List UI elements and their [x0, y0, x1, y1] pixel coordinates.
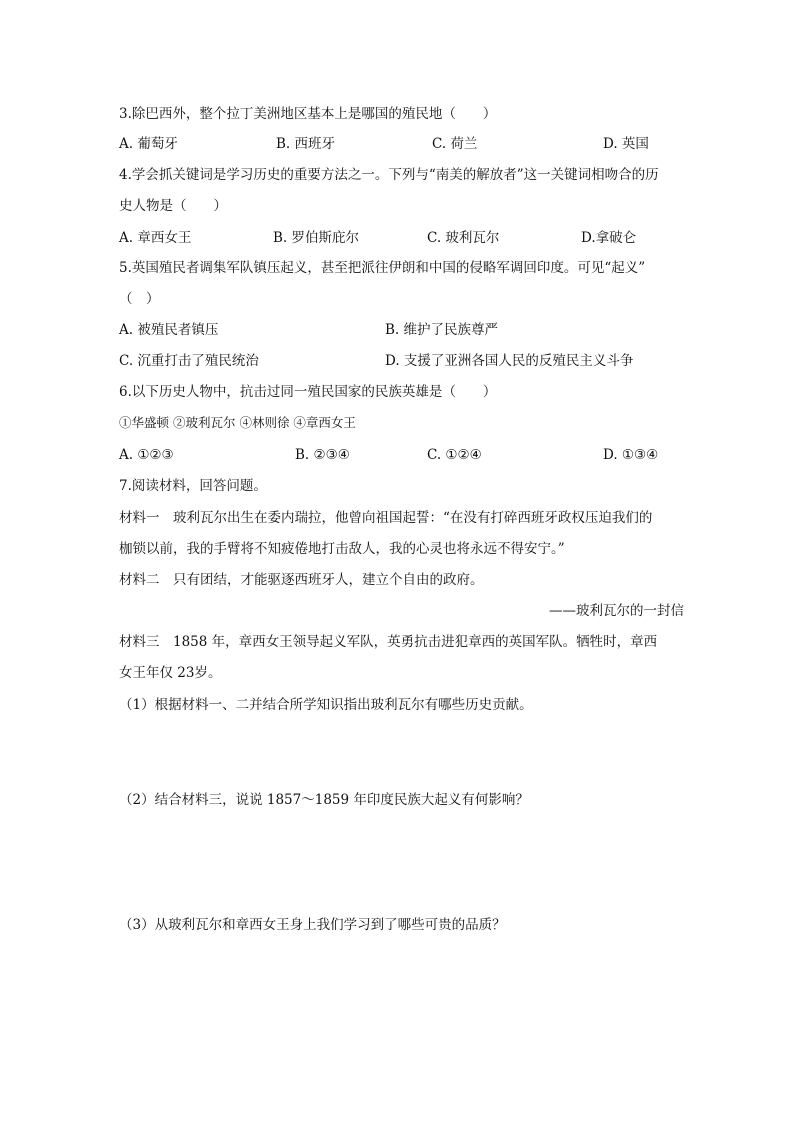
question-7-stem: 7.阅读材料，回答问题。	[119, 478, 267, 494]
sub-question-2: （2）结合材料三，说说 1857～1859 年印度民族大起义有何影响？	[119, 792, 529, 808]
material-1-line1: 材料一 玻利瓦尔出生在委内瑞拉，他曾向祖国起誓：“在没有打碎西班牙政权压迫我们的	[119, 510, 653, 526]
material-3-line2: 女王年仅 23岁。	[119, 665, 222, 681]
question-6-stem: 6.以下历史人物中，抗击过同一殖民国家的民族英雄是（ ）	[119, 384, 497, 400]
material-2-source: ——玻利瓦尔的一封信	[549, 603, 684, 619]
material-3-line1: 材料三 1858 年，章西女王领导起义军队，英勇抗击进犯章西的英国军队。牺牲时，章西	[119, 634, 658, 650]
q3-option-a: A. 葡萄牙	[119, 136, 178, 152]
sub-question-3: （3）从玻利瓦尔和章西女王身上我们学习到了哪些可贵的品质？	[119, 917, 506, 933]
question-6-items: ①华盛顿 ②玻利瓦尔 ④林则徐 ④章西女王	[119, 415, 356, 430]
material-2: 材料二 只有团结，才能驱逐西班牙人，建立个自由的政府。	[119, 572, 484, 588]
q6-option-c: C. ①②④	[427, 447, 482, 463]
q4-option-a: A. 章西女王	[119, 230, 192, 246]
q6-option-b: B. ②③④	[295, 447, 350, 463]
q5-option-b: B. 维护了民族尊严	[385, 322, 499, 338]
material-1-line2: 枷锁以前，我的手臂将不知疲倦地打击敌人，我的心灵也将永远不得安宁。”	[119, 541, 565, 557]
q6-option-d: D. ①③④	[603, 447, 659, 463]
q3-option-b: B. 西班牙	[276, 136, 336, 152]
question-5-stem-line1: 5.英国殖民者调集军队镇压起义，甚至把派往伊朗和中国的侵略军调回印度。可见“起义”	[119, 260, 646, 276]
q3-option-c: C. 荷兰	[432, 136, 478, 152]
q4-option-b: B. 罗伯斯庇尔	[273, 230, 360, 246]
q4-option-d: D.拿破仑	[581, 230, 637, 246]
question-5-stem-line2: （ ）	[119, 291, 160, 307]
q4-option-c: C. 玻利瓦尔	[427, 230, 500, 246]
q3-option-d: D. 英国	[603, 136, 649, 152]
q5-option-d: D. 支援了亚洲各国人民的反殖民主义斗争	[385, 353, 634, 369]
q6-option-a: A. ①②③	[119, 447, 174, 463]
question-4-stem-line2: 史人物是（ ）	[119, 198, 227, 214]
sub-question-1: （1）根据材料一、二并结合所学知识指出玻利瓦尔有哪些历史贡献。	[119, 697, 533, 713]
q5-option-a: A. 被殖民者镇压	[119, 322, 219, 338]
q5-option-c: C. 沉重打击了殖民统治	[119, 353, 259, 369]
question-3-stem: 3.除巴西外，整个拉丁美洲地区基本上是哪国的殖民地（ ）	[119, 106, 497, 122]
question-4-stem-line1: 4.学会抓关键词是学习历史的重要方法之一。下列与“南美的解放者”这一关键词相吻合的历	[119, 167, 659, 183]
